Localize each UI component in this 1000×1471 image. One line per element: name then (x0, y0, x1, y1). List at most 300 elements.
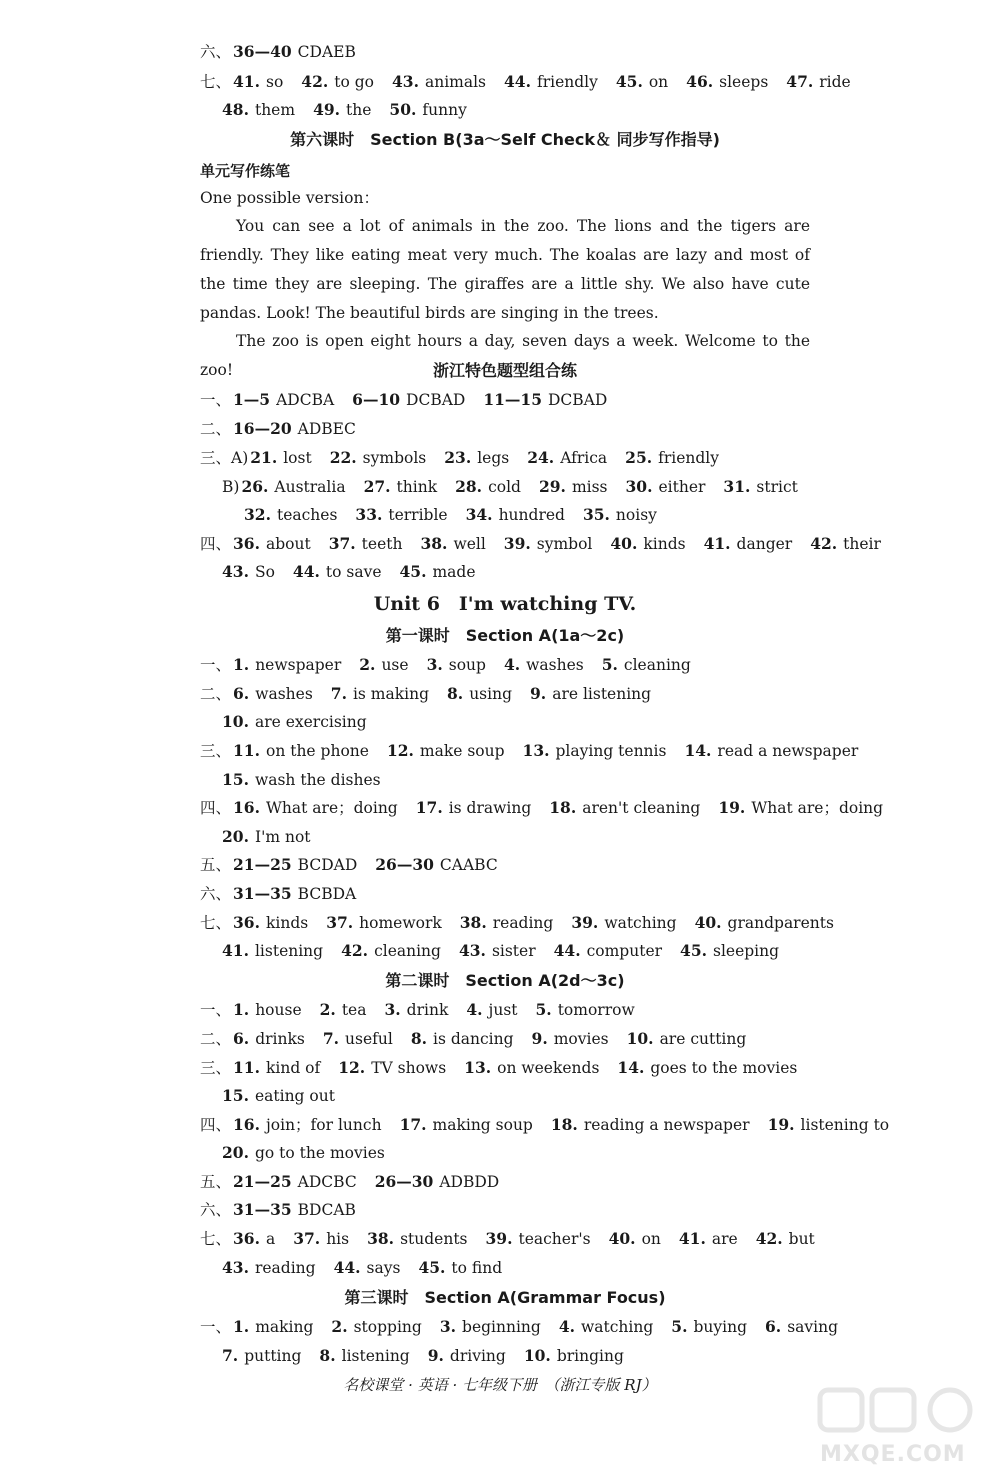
answer-text: well (453, 535, 486, 553)
answer-text: to find (451, 1259, 503, 1277)
answer-text: on (648, 73, 669, 91)
answer-text: but (788, 1230, 815, 1248)
answer-number: 17. (415, 798, 443, 817)
answer-line (200, 72, 851, 92)
answer-number: 11—15 (483, 390, 542, 409)
answer-number: 45. (615, 72, 643, 91)
answer-number: 42. (341, 941, 369, 960)
answer-number: 16. (233, 1115, 260, 1134)
answer-text: drink (406, 1001, 449, 1019)
answer-number: 43. (222, 562, 249, 581)
answer-line (200, 1058, 810, 1078)
answer-text: miss (571, 478, 608, 496)
answer-number: 43. (222, 1258, 249, 1277)
answer-text: saving (787, 1318, 839, 1336)
answer-text: DCBAD (547, 391, 608, 409)
answer-number: 28. (455, 477, 483, 496)
answer-text: BDCAB (297, 1201, 356, 1219)
answer-text: 七、 (200, 914, 232, 932)
page-footer: 名校课堂 · 英语 · 七年级下册 （浙江专版 RJ） (343, 1376, 657, 1394)
answer-text: the (346, 101, 372, 119)
answer-number: 42. (755, 1229, 783, 1248)
answer-text: to save (325, 563, 382, 581)
answer-number: 29. (538, 477, 566, 496)
answer-text: strict (756, 478, 798, 496)
answer-number: 50. (389, 100, 417, 119)
answer-text: made (432, 563, 476, 581)
answer-number: 21. (250, 448, 278, 467)
answer-text: washes (526, 656, 584, 674)
answer-text: ADBEC (297, 420, 356, 438)
essay-paragraph-2: The zoo is open eight hours a day, seven days a week. Welcome to the zoo! (200, 332, 810, 379)
answer-number: 41. (222, 941, 249, 960)
answer-number: 41. (233, 72, 260, 91)
answer-text: grandparents (727, 914, 834, 932)
answer-text: So (254, 563, 275, 581)
answer-text: reading a newspaper (583, 1116, 750, 1134)
answer-text: bringing (556, 1347, 624, 1365)
answer-text: beginning (462, 1318, 541, 1336)
answer-number: 44. (333, 1258, 361, 1277)
answer-text: using (469, 685, 513, 703)
answer-text: terrible (388, 506, 448, 524)
answer-text: kind of (265, 1059, 321, 1077)
answer-number: 9. (530, 684, 547, 703)
answer-text: drinks (255, 1030, 305, 1048)
answer-text: to go (334, 73, 374, 91)
answer-text: cleaning (623, 656, 691, 674)
answer-text: One possible version： (200, 189, 379, 207)
answer-number: 38. (420, 534, 448, 553)
answer-number: 4. (503, 655, 521, 674)
answer-number: 42. (810, 534, 838, 553)
answer-number: 23. (444, 448, 472, 467)
answer-text: go to the movies (254, 1144, 385, 1162)
answer-number: 32. (244, 505, 271, 524)
answer-line (222, 1258, 810, 1278)
answer-text: 一、 (200, 1318, 232, 1336)
answer-line (200, 655, 810, 675)
answer-text: reading (254, 1259, 316, 1277)
answer-line (200, 42, 810, 62)
answer-number: 15. (222, 770, 249, 789)
answer-line (222, 827, 810, 847)
answer-line (200, 419, 810, 439)
answer-text: CAABC (439, 856, 498, 874)
answer-text: BCDAD (297, 856, 358, 874)
answer-number: 36. (233, 1229, 260, 1248)
answer-number: 7. (330, 684, 347, 703)
answer-text: ADCBC (297, 1173, 357, 1191)
answer-text: goes to the movies (650, 1059, 798, 1077)
answer-number: 24. (527, 448, 555, 467)
answer-number: 7. (322, 1029, 340, 1048)
lesson-heading: 第二课时 Section A(2d～3c) (385, 971, 625, 990)
section-heading: 浙江特色题型组合练 (432, 361, 577, 380)
answer-number: 16. (233, 798, 260, 817)
answer-text: hundred (498, 506, 565, 524)
answer-number: 16—20 (233, 419, 292, 438)
answer-text: says (366, 1259, 401, 1277)
answer-number: 31—35 (233, 1200, 292, 1219)
answer-text: putting (244, 1347, 302, 1365)
answer-number: 26. (241, 477, 269, 496)
answer-number: 6. (765, 1317, 782, 1336)
answer-line (200, 1317, 839, 1337)
answer-text: on weekends (497, 1059, 600, 1077)
answer-number: 45. (399, 562, 427, 581)
watermark-text: MXQE.COM (820, 1442, 966, 1467)
answer-number: 42. (301, 72, 329, 91)
answer-text: 一、 (200, 391, 232, 409)
answer-number: 37. (293, 1229, 321, 1248)
answer-text: listening (254, 942, 324, 960)
answer-number: 12. (386, 741, 414, 760)
answer-line (200, 534, 881, 554)
answer-number: 13. (464, 1058, 492, 1077)
answer-line (200, 798, 884, 818)
answer-text: are listening (552, 685, 652, 703)
writing-section-label: 单元写作练笔 (200, 162, 291, 180)
answer-number: 26—30 (374, 1172, 434, 1191)
lesson-heading: 第三课时 Section A(Grammar Focus) (344, 1288, 666, 1307)
answer-text: movies (553, 1030, 609, 1048)
answer-number: 6—10 (352, 390, 401, 409)
answer-number: 14. (617, 1058, 645, 1077)
answer-text: making (255, 1318, 314, 1336)
answer-number: 4. (558, 1317, 576, 1336)
answer-text: read a newspaper (717, 742, 859, 760)
answer-text: B) (222, 478, 240, 496)
answer-text: 七、 (200, 73, 232, 91)
answer-number: 35. (582, 505, 610, 524)
answer-number: 14. (684, 741, 712, 760)
answer-text: stopping (353, 1318, 422, 1336)
answer-number: 21—25 (233, 855, 292, 874)
answer-number: 31—35 (233, 884, 292, 903)
answer-number: 10. (222, 712, 249, 731)
answer-number: 46. (686, 72, 714, 91)
answer-line (200, 1229, 815, 1249)
answer-text: 五、 (200, 856, 232, 874)
answer-number: 6. (233, 1029, 250, 1048)
answer-text: listening to (800, 1116, 890, 1134)
answer-number: 33. (355, 505, 383, 524)
answer-text: 三、 (200, 1059, 232, 1077)
answer-number: 10. (626, 1029, 654, 1048)
answer-line (222, 477, 810, 497)
answer-number: 4. (466, 1000, 483, 1019)
answer-number: 47. (786, 72, 814, 91)
answer-text: ride (819, 73, 851, 91)
answer-line (222, 100, 810, 120)
answer-number: 10. (523, 1346, 551, 1365)
answer-number: 36. (233, 913, 260, 932)
answer-text: join；for lunch (265, 1116, 382, 1134)
answer-text: friendly (658, 449, 720, 467)
answer-text: their (843, 535, 881, 553)
answer-text: ADBDD (439, 1173, 500, 1191)
answer-number: 9. (531, 1029, 548, 1048)
answer-number: 9. (427, 1346, 444, 1365)
answer-number: 19. (767, 1115, 795, 1134)
answer-text: 四、 (200, 1116, 232, 1134)
answer-number: 6. (233, 684, 250, 703)
answer-text: sister (491, 942, 536, 960)
answer-number: 43. (458, 941, 486, 960)
answer-text: homework (359, 914, 442, 932)
answer-number: 40. (608, 1229, 636, 1248)
essay-paragraph-1: You can see a lot of animals in the zoo. The lions and the tigers are friendly. They like eating meat very much. The koalas are lazy and most of the time they are sleeping. The giraffes are a little shy. We also have cute pandas. Look! The beautiful birds are singing in the trees. (200, 217, 810, 322)
answer-text: 七、 (200, 1230, 232, 1248)
answer-number: 2. (331, 1317, 348, 1336)
answer-text: CDAEB (297, 43, 356, 61)
answer-text: is dancing (433, 1030, 514, 1048)
answer-number: 8. (319, 1346, 336, 1365)
answer-text: are (711, 1230, 738, 1248)
answer-line (200, 188, 810, 208)
answer-text: sleeps (719, 73, 769, 91)
answer-number: 3. (426, 655, 443, 674)
answer-text: symbol (536, 535, 593, 553)
answer-number: 5. (671, 1317, 688, 1336)
answer-text: 一、 (200, 1001, 232, 1019)
answer-number: 5. (601, 655, 618, 674)
answer-text: tea (341, 1001, 367, 1019)
answer-text: making soup (432, 1116, 533, 1134)
answer-number: 2. (319, 1000, 336, 1019)
answer-text: funny (422, 101, 467, 119)
answer-text: watching (604, 914, 677, 932)
answer-text: soup (448, 656, 486, 674)
answer-text: 六、 (200, 1201, 232, 1219)
answer-number: 39. (485, 1229, 513, 1248)
answer-text: TV shows (371, 1059, 447, 1077)
answer-text: is drawing (448, 799, 532, 817)
answer-line (222, 941, 810, 961)
answer-text: 一、 (200, 656, 232, 674)
answer-number: 1. (233, 1317, 250, 1336)
answer-line (200, 448, 810, 468)
answer-line (222, 1346, 810, 1366)
answer-number: 13. (522, 741, 550, 760)
answer-number: 3. (439, 1317, 457, 1336)
answer-text: his (326, 1230, 350, 1248)
answer-text: buying (693, 1318, 747, 1336)
answer-text: useful (345, 1030, 393, 1048)
answer-text: teeth (361, 535, 403, 553)
answer-text: just (488, 1001, 518, 1019)
answer-text: are cutting (659, 1030, 747, 1048)
answer-number: 22. (329, 448, 357, 467)
answer-text: on the phone (265, 742, 369, 760)
answer-text: reading (492, 914, 554, 932)
answer-text: teacher's (518, 1230, 591, 1248)
answer-text: aren't cleaning (582, 799, 701, 817)
answer-text: 六、 (200, 885, 232, 903)
answer-number: 40. (694, 913, 722, 932)
answer-line (244, 505, 810, 525)
answer-number: 7. (222, 1346, 239, 1365)
answer-text: playing tennis (555, 742, 667, 760)
answer-text: newspaper (255, 656, 342, 674)
answer-number: 21—25 (233, 1172, 292, 1191)
answer-number: 1—5 (233, 390, 271, 409)
answer-number: 1. (233, 1000, 250, 1019)
answer-number: 15. (222, 1086, 249, 1105)
answer-line (200, 684, 810, 704)
answer-number: 43. (392, 72, 419, 91)
answer-text: 五、 (200, 1173, 232, 1191)
answer-number: 17. (399, 1115, 427, 1134)
lesson-heading: 第六课时 Section B(3a～Self Check＆ 同步写作指导) (290, 130, 720, 149)
answer-number: 36—40 (233, 42, 292, 61)
answer-text: driving (449, 1347, 506, 1365)
answer-text: make soup (419, 742, 505, 760)
answer-text: them (254, 101, 296, 119)
answer-text: What are；doing (751, 799, 884, 817)
answer-text: Africa (560, 449, 608, 467)
answer-text: 四、 (200, 799, 232, 817)
answer-line (200, 913, 834, 933)
answer-text: think (396, 478, 438, 496)
answer-number: 18. (549, 798, 577, 817)
answer-text: danger (736, 535, 793, 553)
answer-number: 38. (367, 1229, 395, 1248)
answer-text: students (400, 1230, 468, 1248)
answer-text: What are；doing (265, 799, 398, 817)
answer-line (222, 712, 810, 732)
answer-line (200, 1029, 810, 1049)
answer-text: 二、 (200, 420, 232, 438)
answer-line (200, 884, 810, 904)
answer-number: 41. (678, 1229, 706, 1248)
answer-text: ADCBA (276, 391, 335, 409)
answer-text: is making (352, 685, 430, 703)
answer-text: washes (255, 685, 313, 703)
answer-number: 44. (504, 72, 531, 91)
answer-text: lost (283, 449, 312, 467)
answer-number: 38. (459, 913, 487, 932)
answer-text: Australia (274, 478, 346, 496)
answer-text: eating out (254, 1087, 335, 1105)
answer-number: 2. (359, 655, 376, 674)
answer-number: 37. (328, 534, 356, 553)
answer-text: wash the dishes (254, 771, 381, 789)
answer-number: 19. (718, 798, 746, 817)
answer-number: 30. (625, 477, 653, 496)
answer-number: 37. (326, 913, 354, 932)
lesson-heading: 第一课时 Section A(1a～2c) (385, 626, 625, 645)
answer-line (222, 770, 810, 790)
answer-text: so (265, 73, 284, 91)
answer-line (200, 390, 810, 410)
answer-number: 26—30 (375, 855, 434, 874)
answer-number: 20. (222, 1143, 249, 1162)
answer-number: 1. (233, 655, 250, 674)
answer-number: 18. (550, 1115, 578, 1134)
answer-text: computer (586, 942, 663, 960)
answer-text: 二、 (200, 1030, 232, 1048)
answer-text: either (658, 478, 706, 496)
answer-text: DCBAD (406, 391, 466, 409)
answer-number: 11. (233, 1058, 260, 1077)
answer-number: 25. (625, 448, 653, 467)
answer-number: 45. (418, 1258, 446, 1277)
unit-title: Unit 6 I'm watching TV. (373, 593, 637, 615)
answer-line (222, 562, 810, 582)
answer-text: a (265, 1230, 276, 1248)
answer-text: house (255, 1001, 302, 1019)
answer-text: 六、 (200, 43, 232, 61)
answer-line (200, 855, 810, 875)
answer-text: I'm not (254, 828, 311, 846)
answer-text: on (641, 1230, 661, 1248)
answer-line (222, 1143, 810, 1163)
answer-number: 45. (680, 941, 707, 960)
answer-number: 39. (571, 913, 599, 932)
answer-text: cold (488, 478, 521, 496)
answer-number: 34. (465, 505, 493, 524)
answer-number: 8. (410, 1029, 427, 1048)
answer-number: 44. (553, 941, 581, 960)
answer-number: 11. (233, 741, 260, 760)
answer-number: 49. (313, 100, 341, 119)
answer-text: kinds (265, 914, 309, 932)
answer-text: listening (341, 1347, 410, 1365)
answer-line (200, 1172, 810, 1192)
answer-text: 四、 (200, 535, 232, 553)
answer-number: 12. (338, 1058, 366, 1077)
answer-text: cleaning (374, 942, 441, 960)
answer-text: 三、A) (200, 449, 249, 467)
answer-text: watching (581, 1318, 654, 1336)
answer-text: legs (477, 449, 510, 467)
answer-text: about (265, 535, 311, 553)
answer-line (200, 1000, 810, 1020)
answer-text: animals (424, 73, 486, 91)
answer-number: 40. (610, 534, 638, 553)
answer-number: 48. (222, 100, 249, 119)
answer-line (200, 1200, 810, 1220)
answer-text: BCBDA (297, 885, 357, 903)
answer-number: 39. (503, 534, 531, 553)
answer-text: tomorrow (557, 1001, 635, 1019)
answer-text: kinds (643, 535, 686, 553)
answer-number: 8. (447, 684, 464, 703)
answer-number: 3. (384, 1000, 401, 1019)
answer-number: 36. (233, 534, 260, 553)
answer-number: 27. (363, 477, 391, 496)
answer-number: 44. (292, 562, 320, 581)
answer-text: sleeping (713, 942, 780, 960)
answer-text: noisy (615, 506, 657, 524)
answer-text: teaches (276, 506, 338, 524)
answer-line (200, 1115, 890, 1135)
answer-text: 三、 (200, 742, 232, 760)
answer-line (200, 741, 859, 761)
answer-text: symbols (362, 449, 427, 467)
answer-number: 41. (703, 534, 731, 553)
answer-text: friendly (536, 73, 598, 91)
answer-text: 二、 (200, 685, 232, 703)
answer-line (222, 1086, 810, 1106)
answer-text: use (381, 656, 409, 674)
answer-text: are exercising (254, 713, 367, 731)
answer-number: 31. (723, 477, 751, 496)
answer-number: 20. (222, 827, 249, 846)
answer-number: 5. (535, 1000, 552, 1019)
